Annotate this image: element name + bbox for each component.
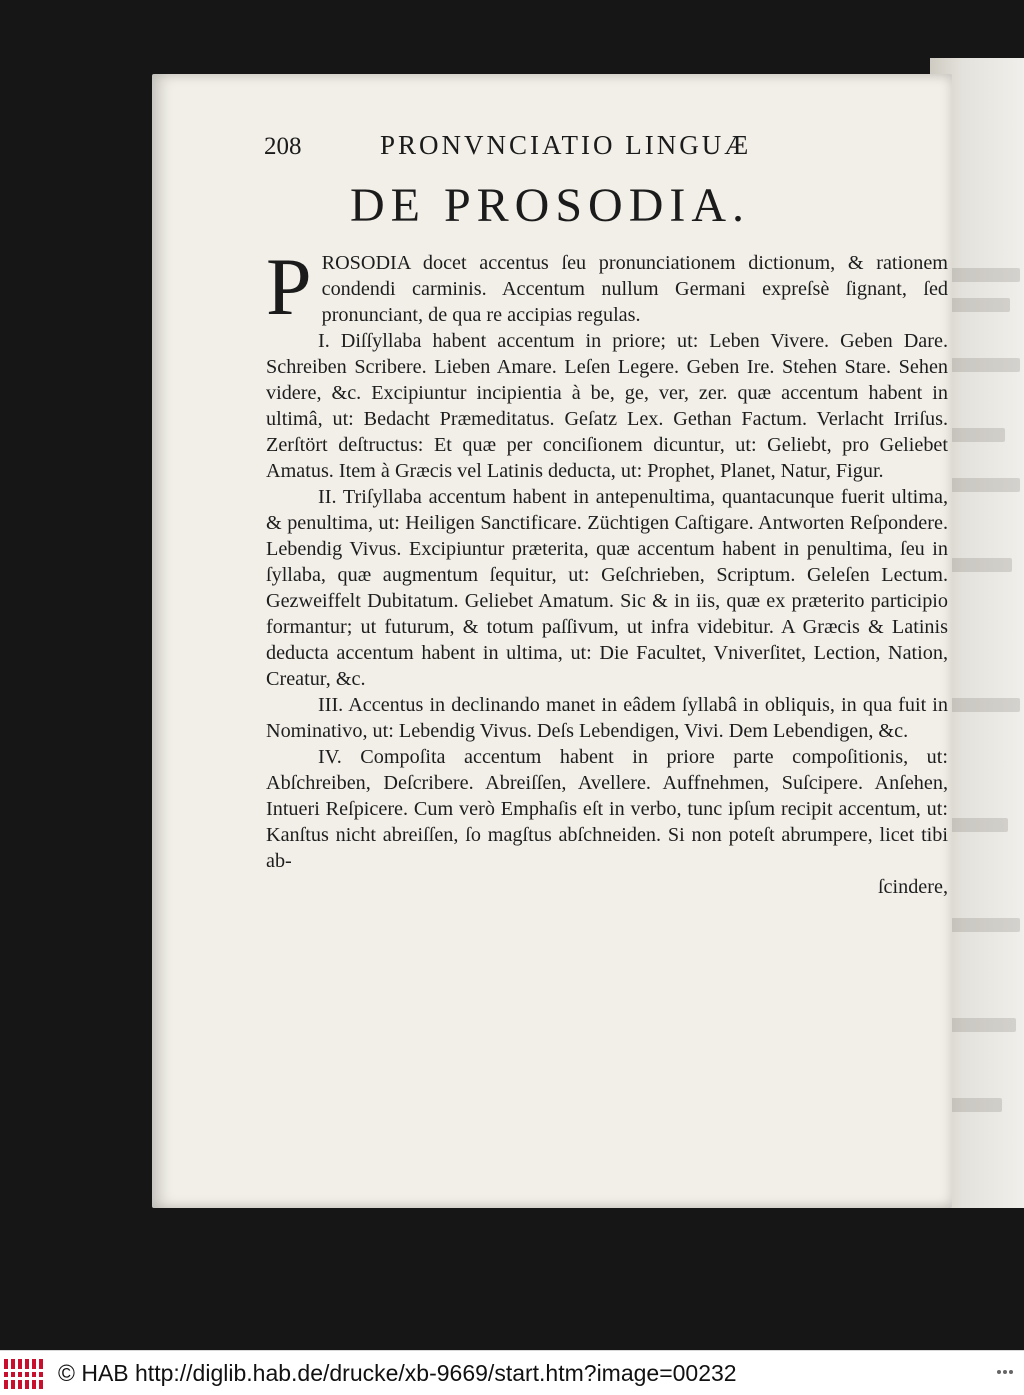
copyright-link[interactable]: © HAB http://diglib.hab.de/drucke/xb-9669/start.htm?image=00232 bbox=[58, 1360, 737, 1386]
catchword: ſcindere, bbox=[877, 876, 948, 898]
intro-paragraph bbox=[266, 241, 948, 332]
rule-4: IV. Compoſita accentum habent in priore parte compoſitionis, ut: Abſchreiben, Deſcribere. Abreiſſen, Avellere. Auffnehmen, Suſcipere. Anſehen, Intueri Reſpicere. Cum verò Emphaſis eſt in verbo, tunc ipſum recipit accentum, ut: Kanſtus nicht abreiſſen, ſo magſtus abſchneiden. Si non poteſt abrumpere, licet tibi ab- bbox=[266, 746, 948, 872]
drop-cap: P bbox=[266, 241, 312, 332]
section-title: DE PROSODIA. bbox=[349, 179, 751, 232]
rule-1: I. Diſſyllaba habent accentum in priore; ut: Leben Vivere. Geben Dare. Schreiben Scribere. Lieben Amare. Leſen Legere. Geben Ire. Stehen Stare. Sehen videre, &c. Excipiuntur incipientia à be, ge, ver, zer. quæ accentum habent in ultimâ, ut: Bedacht Præmeditatus. Geſatz Lex. Gethan Factum. Verlacht Irriſus. Zerſtört deſtructus: Et quæ per conciſionem dicuntur, ut: Geliebt, pro Geliebet Amatus. Item à Græcis vel Latinis deducta, ut: Prophet, Planet, Natur, Figur. bbox=[266, 330, 948, 482]
scan-mark-icon bbox=[996, 1367, 1014, 1377]
page-number: 208 bbox=[264, 133, 302, 160]
running-header bbox=[264, 130, 784, 166]
rule-2: II. Triſyllaba accentum habent in antepenultima, quantacunque fuerit ultima, & penultima, ut: Heiligen Sanctificare. Züchtigen Caſtigare. Antworten Reſpondere. Lebendig Vivus. Excipiuntur præterita, quæ accentum habent in penultima, ſeu in ſyllaba, quæ augmentum ſequitur, ut: Geſchrieben, Scriptum. Geleſen Lectum. Gezweiffelt Dubitatum. Geliebet Amatum. Sic & in iis, quæ ex præterito participio formantur; ut futurum, & totum paſſivum, ut infra videbitur. A Græcis & Latinis deducta accentum habent in ultima, ut: Die Facultet, Vniverſitet, Lection, Nation, Creatur, &c. bbox=[266, 486, 948, 690]
footer-bar bbox=[0, 1350, 1024, 1395]
body-text bbox=[266, 241, 948, 900]
running-title: PRONVNCIATIO LINGUÆ bbox=[380, 130, 752, 160]
hab-logo-icon bbox=[4, 1357, 48, 1391]
rule-3: III. Accentus in declinando manet in eâdem ſyllabâ in obliquis, in qua fuit in Nominativo, ut: Lebendig Vivus. Deſs Lebendigen, Vivi. Dem Lebendigen, &c. bbox=[266, 694, 948, 742]
intro-text: ROSODIA docet accentus ſeu pronunciationem dictionum, & rationem condendi carminis. Accentum nullum Germani expreſsè ſignant, ſed pronunciant, de qua re accipias regulas. bbox=[321, 252, 948, 326]
